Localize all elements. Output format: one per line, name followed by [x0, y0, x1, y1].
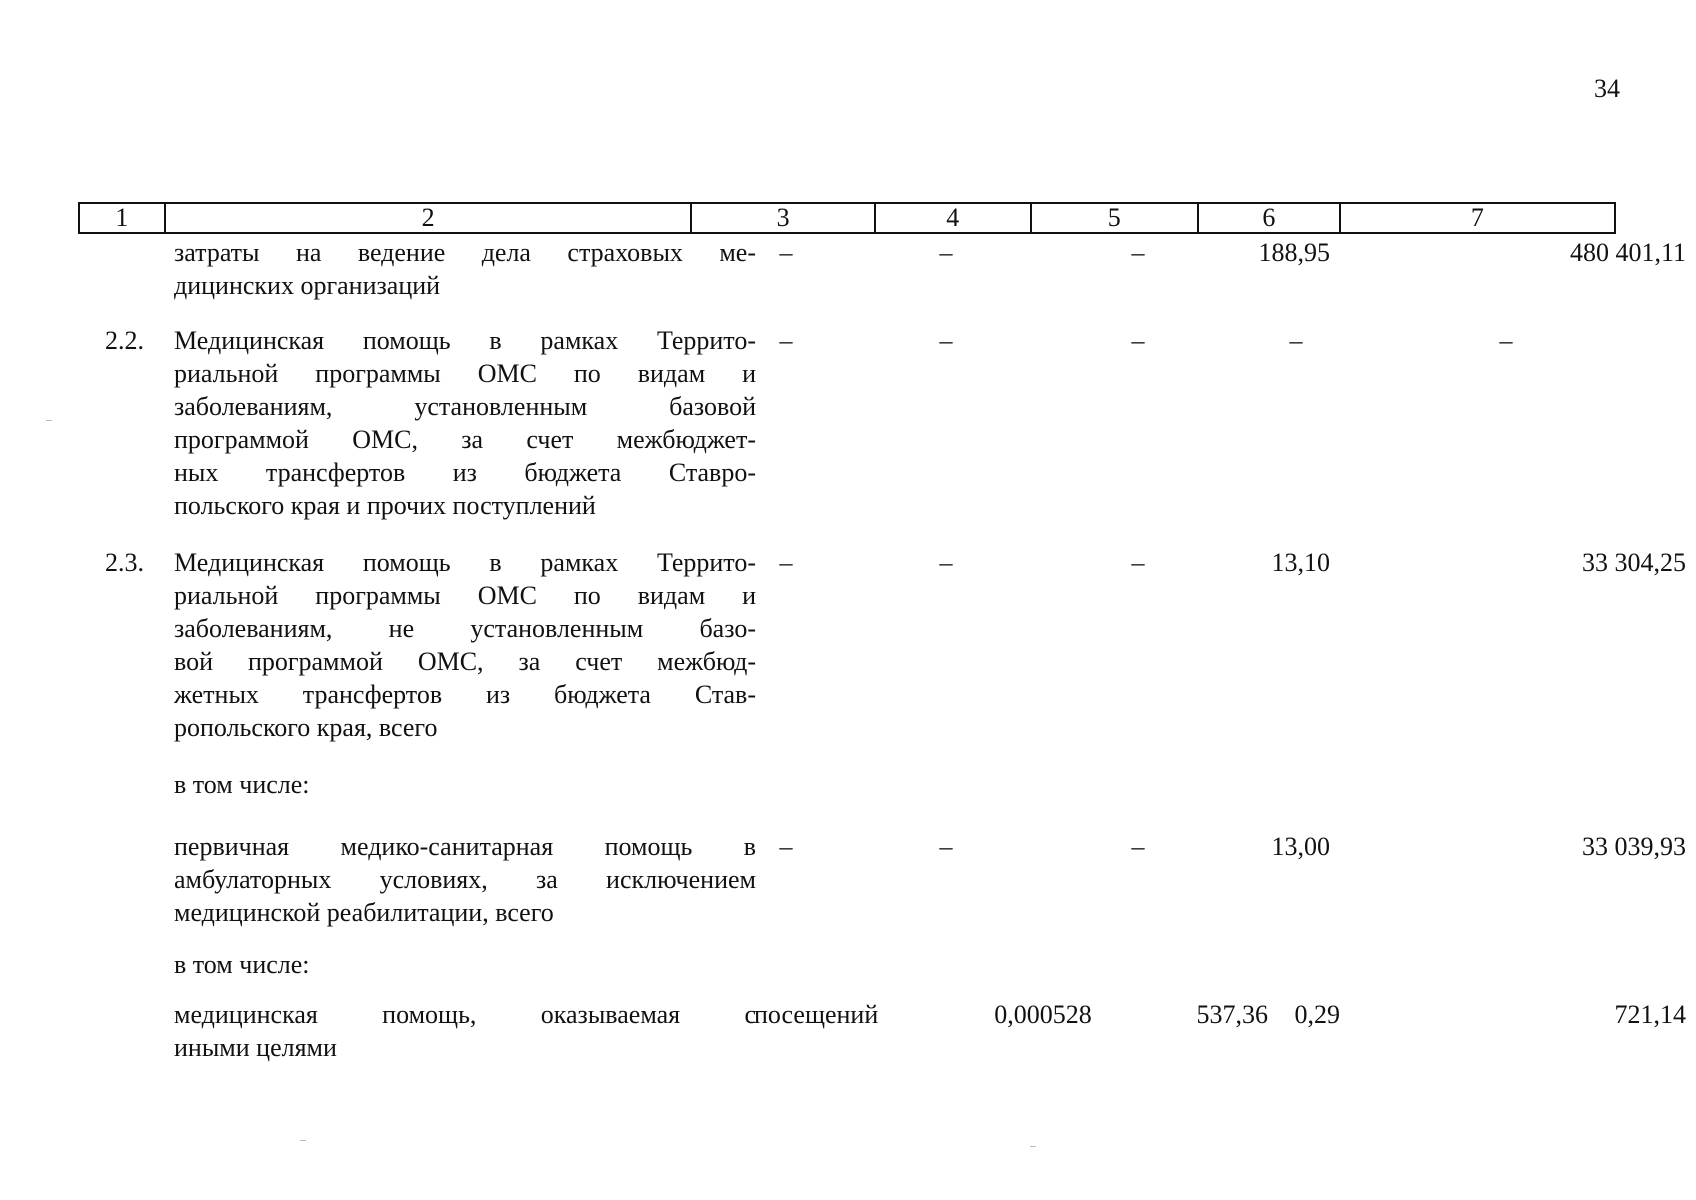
row-description — [174, 948, 756, 981]
table-row — [78, 324, 1616, 524]
cell-unit: – — [779, 326, 793, 355]
description-line: ных трансфертов из бюджета Ставро- — [174, 458, 756, 487]
description-line: затраты на ведение дела страховых ме- — [174, 238, 756, 267]
description-line: в том числе: — [174, 950, 310, 979]
column-header-3: 3 — [692, 204, 876, 232]
row-description — [174, 998, 756, 1064]
table-row — [78, 768, 1616, 802]
scan-artifact — [300, 1140, 306, 1141]
scan-artifact — [1030, 1146, 1036, 1147]
column-header-6: 6 — [1199, 204, 1341, 232]
cell-total: 480 401,11 — [1569, 238, 1686, 267]
cell-volume: – — [939, 326, 953, 355]
description-line: польского края и прочих поступлений — [174, 491, 596, 520]
description-line: риальной программы ОМС по видам и — [174, 359, 756, 388]
row-description — [174, 236, 756, 302]
description-line: медицинская помощь, оказываемая с — [174, 1000, 756, 1029]
page-number: 34 — [1594, 74, 1620, 103]
cell-total: 33 039,93 — [1582, 832, 1686, 861]
description-line: вой программой ОМС, за счет межбюд- — [174, 647, 756, 676]
cell-total: 33 304,25 — [1582, 548, 1686, 577]
cell-volume: – — [939, 832, 953, 861]
description-line: в том числе: — [174, 770, 310, 799]
cell-cost: 537,36 — [1196, 1000, 1268, 1029]
scan-artifact — [46, 420, 52, 421]
description-line: ропольского края, всего — [174, 713, 438, 742]
column-header-7: 7 — [1470, 203, 1484, 232]
table-header-row — [78, 202, 1616, 234]
description-line: Медицинская помощь в рамках Террито- — [174, 548, 756, 577]
row-description — [174, 768, 756, 801]
cell-cost: – — [1131, 548, 1145, 577]
description-line: иными целями — [174, 1033, 337, 1062]
description-line: Медицинская помощь в рамках Террито- — [174, 326, 756, 355]
description-line: программой ОМС, за счет межбюджет- — [174, 425, 756, 454]
table-row — [78, 948, 1616, 982]
description-line: первичная медико-санитарная помощь в — [174, 832, 756, 861]
cell-per-capita: 13,10 — [1271, 548, 1330, 577]
cell-unit: – — [779, 548, 793, 577]
cell-per-capita: – — [1289, 326, 1303, 355]
description-line: заболеваниям, установленным базовой — [174, 392, 756, 421]
row-description — [174, 546, 756, 744]
cell-volume: – — [939, 238, 953, 267]
description-line: заболеваниям, не установленным базо- — [174, 614, 756, 643]
cell-per-capita: 13,00 — [1271, 832, 1330, 861]
description-line: амбулаторных условиях, за исключением — [174, 865, 756, 894]
cell-per-capita: 0,29 — [1294, 1000, 1340, 1029]
description-line: жетных трансфертов из бюджета Став- — [174, 680, 756, 709]
row-description — [174, 830, 756, 929]
column-header-4: 4 — [876, 204, 1032, 232]
description-line: медицинской реабилитации, всего — [174, 898, 554, 927]
column-header-2: 2 — [166, 204, 693, 232]
table-row — [78, 236, 1686, 302]
cell-volume: 0,000528 — [994, 1000, 1092, 1029]
cell-unit: посещений — [754, 1000, 879, 1029]
row-description — [174, 324, 756, 522]
description-line: риальной программы ОМС по видам и — [174, 581, 756, 610]
cell-per-capita: 188,95 — [1258, 238, 1330, 267]
row-number: 2.2. — [105, 326, 144, 355]
table-row — [78, 546, 1686, 746]
cell-cost: – — [1131, 326, 1145, 355]
cell-volume: – — [939, 548, 953, 577]
cell-total: – — [1499, 326, 1513, 355]
column-header-5: 5 — [1032, 204, 1200, 232]
cell-cost: – — [1131, 238, 1145, 267]
table-row — [78, 830, 1686, 930]
cell-unit: – — [779, 832, 793, 861]
cell-cost: – — [1131, 832, 1145, 861]
column-header-1: 1 — [80, 204, 166, 232]
description-line: дицинских организаций — [174, 271, 441, 300]
row-number: 2.3. — [105, 548, 144, 577]
cell-unit: – — [779, 238, 793, 267]
table-row — [78, 998, 1686, 1064]
cell-total: 721,14 — [1614, 1000, 1686, 1029]
